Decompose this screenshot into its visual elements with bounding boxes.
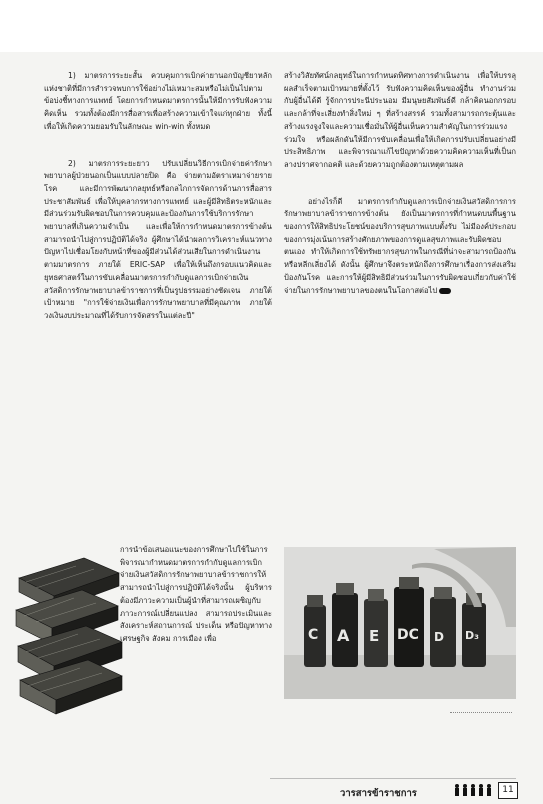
- svg-text:E: E: [369, 627, 380, 645]
- people-icon: [452, 783, 494, 797]
- photo-caption-rule: [450, 712, 512, 713]
- svg-text:A: A: [337, 626, 350, 645]
- footer-rule: [270, 778, 516, 779]
- bottom-left-paragraph: การนำข้อเสนอแนะของการศึกษาไปใช้ในการพิจารณากำหนดมาตรการกำกับดูแลการเบิกจ่ายเงินสวัสดิการรักษาพยาบาลข้าราชการให้สามารถนำไปสู่การปฏิบัติได้จริงนั้น ผู้บริหารต้องมีภาวะความเป็นผู้นำที่สามารถเผชิญกับภาวะการณ์เปลี่ยนแปลง สามารถประเมินและสังเคราะห์สถานการณ์ ประเด็น หรือปัญหาทางเศรษฐกิจ สังคม การเมือง เพื่อ: [120, 545, 272, 643]
- left-column: [44, 70, 272, 323]
- money-stack-image: [14, 548, 124, 718]
- page-number: 11: [498, 782, 518, 799]
- svg-text:C: C: [308, 627, 319, 643]
- journal-name: วารสารข้าราชการ: [340, 788, 417, 799]
- end-of-article-icon: [439, 288, 451, 294]
- svg-text:DC: DC: [397, 627, 419, 643]
- svg-text:D: D: [434, 630, 444, 644]
- right-paragraph-1: สร้างวิสัยทัศน์กลยุทธ์ในการกำหนดทิศทางการดำเนินงาน เพื่อให้บรรลุผลสำเร็จตามเป้าหมายที่ตั้งไว้ รับฟังความคิดเห็นของผู้อื่น ทำงานร่วมกับผู้อื่นได้ดี รู้จักการประนีประนอม มีมนุษยสัมพันธ์ดี กล้าคิดนอกกรอบและกล้าที่จะเสี่ยงทำสิ่งใหม่ ๆ ที่สร้างสรรค์ รวมทั้งสามารถกระตุ้นและสร้างแรงจูงใจและความเชื่อมั่นให้ผู้อื่นเห็นความสำคัญในการร่วมแรง ร่วมใจ หรือผลักดันให้มีการขับเคลื่อนเพื่อให้เกิดการปรับเปลี่ยนอย่างมีประสิทธิภาพ และพิจารณาแก้ไขปัญหาด้วยความคิดความเห็นที่เป็นกลางปราศจากอคติ และด้วยความถูกต้องตามเหตุตามผล: [284, 71, 516, 169]
- page-footer: [0, 778, 543, 804]
- left-paragraph-2: 2) มาตรการระยะยาว ปรับเปลี่ยนวิธีการเบิกจ่ายค่ารักษาพยาบาลผู้ป่วยนอกเป็นแบบปลายปิด คือ จ่ายตามอัตราเหมาจ่ายรายโรค และมีการพัฒนากลยุทธ์หรือกลไกการจัดการด้านการสื่อสารประชาสัมพันธ์ เพื่อให้บุคลากรทางการแพทย์ และผู้มีสิทธิตระหนักและมีส่วนร่วมรับผิดชอบในการควบคุมและป้องกันการใช้บริการรักษาพยาบาลที่เกินความจำเป็น และเพื่อให้การกำหนดมาตรการข้างต้นสามารถนำไปสู่การปฏิบัติได้จริง ผู้ศึกษาได้นำผลการวิเคราะห์แนวทางปัญหาไปเชื่อมโยงกับหน้าที่ของผู้มีส่วนได้ส่วนเสียในการดำเนินงานตามมาตรการ ภายใต้ ERIC-SAP เพื่อให้เห็นถึงกรอบแนวคิดและยุทธศาสตร์ในการขับเคลื่อนมาตรการกำกับดูแลการเบิกจ่ายเงินสวัสดิการรักษาพยาบาลข้าราชการที่เป็นรูปธรรมอย่างชัดเจน ภายใต้เป้าหมาย "การใช้จ่ายเงินเพื่อการรักษาพยาบาลที่มีคุณภาพ ภายใต้วงเงินงบประมาณที่ได้รับการจัดสรรในแต่ละปี": [44, 158, 272, 320]
- top-margin: [0, 0, 543, 52]
- medicine-bottles-photo: [284, 547, 516, 699]
- left-paragraph-1: 1) มาตรการระยะสั้น ควบคุมการเบิกค่ายานอกบัญชียาหลักแห่งชาติที่มีการสำรวจพบการใช้อย่างไม่เหมาะสมหรือไม่เป็นไปตามข้อบ่งชี้ทางการแพทย์ โดยการกำหนดมาตรการนั้นให้มีการรับฟังความคิดเห็น รวมทั้งต้องมีการสื่อสารเพื่อสร้างความเข้าใจแก่ทุกฝ่าย ทั้งนี้ เพื่อให้เกิดความยอมรับในลักษณะ win-win ทั้งหมด: [44, 71, 272, 131]
- right-paragraph-2: อย่างไรก็ดี มาตรการกำกับดูแลการเบิกจ่ายเงินสวัสดิการการรักษาพยาบาลข้าราชการข้างต้น ยังเป็นมาตรการที่กำหนดบนพื้นฐานของการให้สิทธิประโยชน์ของบริการสุขภาพแบบตั้งรับ ไม่มีองค์ประกอบของการมุ่งเน้นการสร้างศักยภาพของการดูแลสุขภาพและรับผิดชอบตนเอง ทำให้เกิดการใช้ทรัพยากรสุขภาพในกรณีที่น่าจะสามารถป้องกันหรือหลีกเลี่ยงได้ ดังนั้น ผู้ศึกษาจึงตระหนักถึงการศึกษาเรื่องการส่งเสริมป้องกันโรค และการให้ผู้มีสิทธิมีส่วนร่วมในการรับผิดชอบเกี่ยวกับค่าใช้จ่ายในการรักษาพยาบาลของตนในโอกาสต่อไป: [284, 196, 516, 295]
- bottles-illustration: [284, 547, 516, 699]
- right-column: [284, 70, 516, 297]
- svg-text:D₃: D₃: [465, 629, 479, 642]
